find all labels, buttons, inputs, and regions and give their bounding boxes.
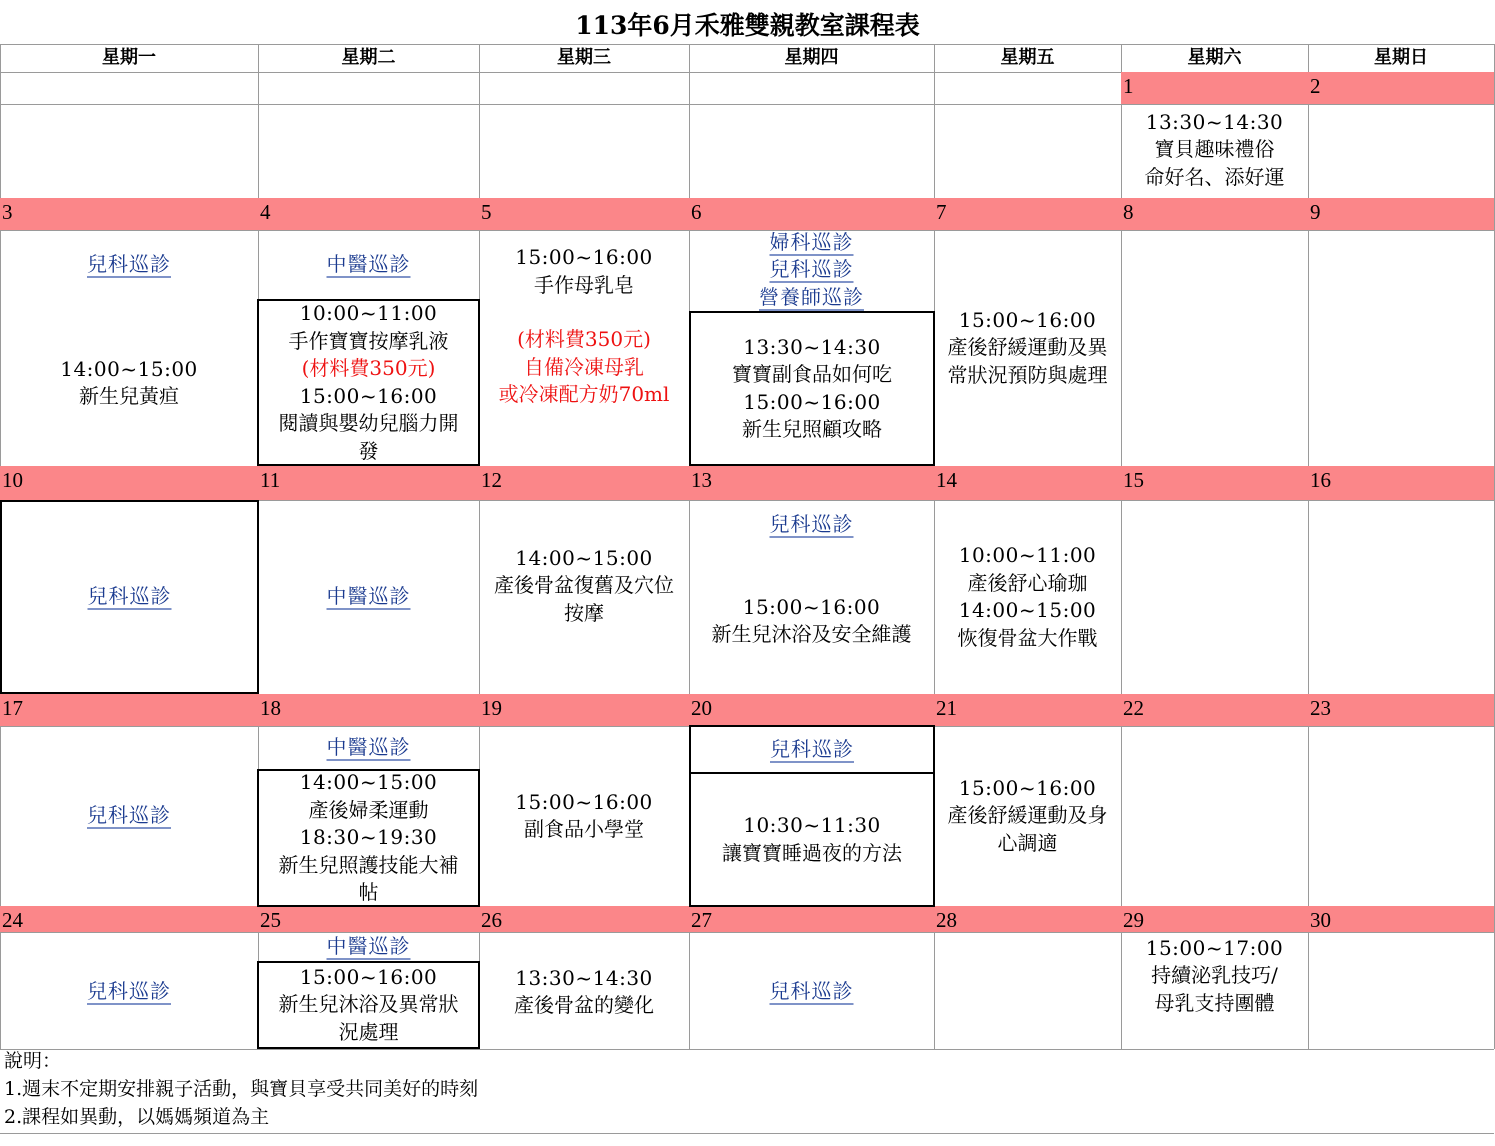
date-number: 24 bbox=[2, 908, 23, 932]
weekday-header: 星期四 bbox=[784, 47, 839, 68]
material-fee: (材料費350元) bbox=[301, 356, 436, 380]
date-number: 27 bbox=[691, 908, 712, 932]
notes-item: 2.課程如異動，以媽媽頻道為主 bbox=[4, 1106, 270, 1128]
date-number: 17 bbox=[2, 696, 23, 720]
clinic-link-tcm[interactable]: 中醫巡診 bbox=[326, 735, 411, 760]
event-time: 13:30~14:30 bbox=[743, 334, 881, 359]
event-jun18 bbox=[257, 769, 480, 907]
event-time: 15:00~16:00 bbox=[515, 245, 653, 269]
event-time: 15:00~16:00 bbox=[743, 389, 881, 414]
clinic-link-pediatrics[interactable]: 兒科巡診 bbox=[769, 257, 854, 282]
weekday-header: 星期二 bbox=[341, 47, 396, 68]
event-time: 14:00~15:00 bbox=[958, 598, 1097, 622]
event-time: 15:00~16:00 bbox=[299, 383, 438, 408]
clinic-link-pediatrics[interactable]: 兒科巡診 bbox=[87, 803, 171, 828]
page-title: 113年6月禾雅雙親教室課程表 bbox=[575, 11, 920, 40]
date-number: 16 bbox=[1310, 468, 1331, 492]
notes-item: 1.週末不定期安排親子活動，與寶貝享受共同美好的時刻 bbox=[4, 1078, 479, 1100]
date-number: 18 bbox=[260, 696, 281, 720]
event-time: 15:00~16:00 bbox=[299, 964, 438, 989]
clinic-jun25 bbox=[258, 933, 479, 961]
weekday-header: 星期六 bbox=[1187, 47, 1242, 68]
clinic-jun6 bbox=[689, 228, 934, 312]
clinic-link-nutritionist[interactable]: 營養師巡診 bbox=[759, 284, 864, 309]
event-time: 15:00~16:00 bbox=[958, 307, 1097, 332]
date-number: 30 bbox=[1310, 908, 1331, 932]
calendar-table bbox=[0, 44, 1494, 1134]
event-jun25 bbox=[257, 961, 480, 1049]
weekday-header: 星期五 bbox=[1000, 47, 1055, 68]
event-title: 產後骨盆復舊及穴位 bbox=[494, 573, 674, 598]
event-jun19 bbox=[479, 726, 689, 906]
material-fee: (材料費350元) bbox=[517, 327, 651, 351]
date-number: 11 bbox=[260, 468, 281, 492]
date-number: 25 bbox=[260, 908, 281, 932]
date-bar bbox=[0, 198, 1494, 230]
date-number: 10 bbox=[2, 468, 23, 492]
date-number: 3 bbox=[2, 200, 13, 224]
clinic-link-pediatrics[interactable]: 兒科巡診 bbox=[770, 736, 854, 761]
event-title: 新生兒照顧攻略 bbox=[742, 417, 882, 441]
notes-section bbox=[4, 1047, 478, 1131]
date-number: 23 bbox=[1310, 696, 1331, 720]
date-number: 21 bbox=[936, 696, 957, 720]
event-time: 13:30~14:30 bbox=[1145, 109, 1284, 134]
event-title: 新生兒黃疸 bbox=[79, 384, 179, 408]
event-title: 帖 bbox=[358, 880, 379, 905]
date-bar bbox=[0, 906, 1494, 932]
event-jun13 bbox=[689, 548, 934, 694]
event-title: 閱讀與嬰幼兒腦力開 bbox=[278, 411, 459, 435]
clinic-jun24 bbox=[0, 935, 258, 1049]
event-title: 新生兒沐浴及安全維護 bbox=[711, 622, 912, 646]
clinic-link-gynecology[interactable]: 婦科巡診 bbox=[769, 229, 854, 254]
event-title: 產後骨盆的變化 bbox=[514, 993, 654, 1017]
date-number: 14 bbox=[936, 468, 957, 492]
event-title: 寶貝趣味禮俗 bbox=[1154, 137, 1275, 162]
event-jun5 bbox=[479, 244, 689, 424]
event-title: 新生兒沐浴及異常狀 bbox=[278, 992, 459, 1017]
event-jun21 bbox=[934, 726, 1121, 906]
event-jun4 bbox=[257, 299, 480, 466]
event-time: 10:00~11:00 bbox=[299, 301, 438, 325]
date-number: 9 bbox=[1310, 200, 1321, 224]
event-time: 15:00~17:00 bbox=[1145, 935, 1284, 960]
event-jun1 bbox=[1121, 104, 1308, 196]
event-jun26 bbox=[479, 935, 689, 1049]
material-note: 自備冷凍母乳 bbox=[524, 354, 644, 379]
date-number: 12 bbox=[481, 468, 502, 492]
date-number: 2 bbox=[1310, 74, 1321, 98]
event-title: 母乳支持團體 bbox=[1154, 990, 1275, 1015]
clinic-jun10 bbox=[0, 500, 259, 694]
event-title: 讓寶寶睡過夜的方法 bbox=[722, 840, 902, 865]
date-number: 20 bbox=[691, 696, 712, 720]
clinic-link-pediatrics[interactable]: 兒科巡診 bbox=[87, 584, 172, 609]
date-number: 13 bbox=[691, 468, 712, 492]
grid-line bbox=[0, 1133, 1494, 1134]
clinic-link-tcm[interactable]: 中醫巡診 bbox=[326, 584, 411, 609]
event-jun29 bbox=[1121, 932, 1308, 1020]
event-title: 心調適 bbox=[997, 830, 1058, 855]
event-time: 13:30~14:30 bbox=[515, 965, 653, 990]
clinic-jun3 bbox=[0, 230, 258, 300]
event-title: 產後舒緩運動及異 bbox=[947, 335, 1108, 360]
date-number: 28 bbox=[936, 908, 957, 932]
date-number: 8 bbox=[1123, 200, 1134, 224]
date-number: 29 bbox=[1123, 908, 1144, 932]
event-time: 10:00~11:00 bbox=[958, 543, 1097, 567]
event-title: 按摩 bbox=[564, 600, 604, 625]
event-jun6 bbox=[689, 311, 935, 466]
date-bar bbox=[0, 694, 1494, 726]
event-time: 14:00~15:00 bbox=[60, 356, 198, 381]
event-time: 14:00~15:00 bbox=[515, 545, 653, 570]
date-number: 22 bbox=[1123, 696, 1144, 720]
event-time: 10:30~11:30 bbox=[743, 813, 881, 837]
event-title: 況處理 bbox=[338, 1019, 399, 1044]
event-time: 14:00~15:00 bbox=[299, 770, 438, 795]
clinic-jun27 bbox=[689, 935, 934, 1049]
weekday-header: 星期三 bbox=[557, 47, 611, 68]
date-bar bbox=[0, 466, 1494, 500]
clinic-link-tcm[interactable]: 中醫巡診 bbox=[326, 934, 411, 959]
date-number: 15 bbox=[1123, 468, 1144, 492]
event-title: 常狀況預防與處理 bbox=[947, 362, 1108, 387]
event-jun7 bbox=[934, 230, 1121, 466]
date-number: 4 bbox=[260, 200, 271, 224]
event-title: 副食品小學堂 bbox=[524, 817, 644, 841]
event-title: 產後舒心瑜珈 bbox=[967, 570, 1088, 595]
event-title: 寶寶副食品如何吃 bbox=[732, 362, 892, 386]
clinic-link-pediatrics[interactable]: 兒科巡診 bbox=[87, 979, 171, 1004]
clinic-jun18 bbox=[258, 726, 479, 770]
event-title: 產後舒緩運動及身 bbox=[947, 803, 1108, 828]
event-title: 持續泌乳技巧/ bbox=[1151, 963, 1278, 988]
clinic-link-tcm[interactable]: 中醫巡診 bbox=[326, 252, 411, 277]
date-number: 1 bbox=[1123, 74, 1134, 98]
date-number: 6 bbox=[691, 200, 702, 224]
clinic-jun4 bbox=[258, 230, 479, 300]
event-title: 產後婦柔運動 bbox=[308, 797, 429, 822]
event-jun14 bbox=[934, 500, 1121, 694]
event-title: 手作寶寶按摩乳液 bbox=[288, 328, 449, 353]
event-jun12 bbox=[479, 500, 689, 672]
weekday-header: 星期一 bbox=[102, 47, 156, 68]
date-number: 26 bbox=[481, 908, 502, 932]
clinic-jun17 bbox=[0, 726, 258, 906]
date-number: 7 bbox=[936, 200, 947, 224]
event-time: 15:00~16:00 bbox=[742, 594, 881, 619]
date-number: 5 bbox=[481, 200, 492, 224]
event-jun20 bbox=[689, 772, 935, 907]
material-note: 或冷凍配方奶70ml bbox=[498, 382, 670, 406]
clinic-jun20 bbox=[689, 725, 935, 774]
clinic-link-pediatrics[interactable]: 兒科巡診 bbox=[87, 252, 171, 277]
grid-line bbox=[1308, 44, 1309, 1049]
event-time: 15:00~16:00 bbox=[958, 775, 1097, 800]
notes-heading: 說明： bbox=[4, 1050, 62, 1072]
clinic-jun13 bbox=[689, 502, 934, 548]
event-title: 新生兒照護技能大補 bbox=[278, 852, 459, 877]
event-title: 手作母乳皂 bbox=[534, 272, 634, 297]
event-title: 恢復骨盆大作戰 bbox=[957, 625, 1098, 650]
event-time: 18:30~19:30 bbox=[299, 825, 438, 850]
event-title: 命好名、添好運 bbox=[1144, 164, 1285, 189]
date-number: 19 bbox=[481, 696, 502, 720]
event-jun3 bbox=[0, 300, 258, 466]
event-title: 發 bbox=[358, 438, 379, 463]
clinic-jun11 bbox=[258, 500, 479, 694]
weekday-header: 星期日 bbox=[1374, 47, 1428, 68]
clinic-link-pediatrics[interactable]: 兒科巡診 bbox=[769, 512, 854, 537]
clinic-link-pediatrics[interactable]: 兒科巡診 bbox=[769, 979, 854, 1004]
event-time: 15:00~16:00 bbox=[515, 789, 653, 814]
